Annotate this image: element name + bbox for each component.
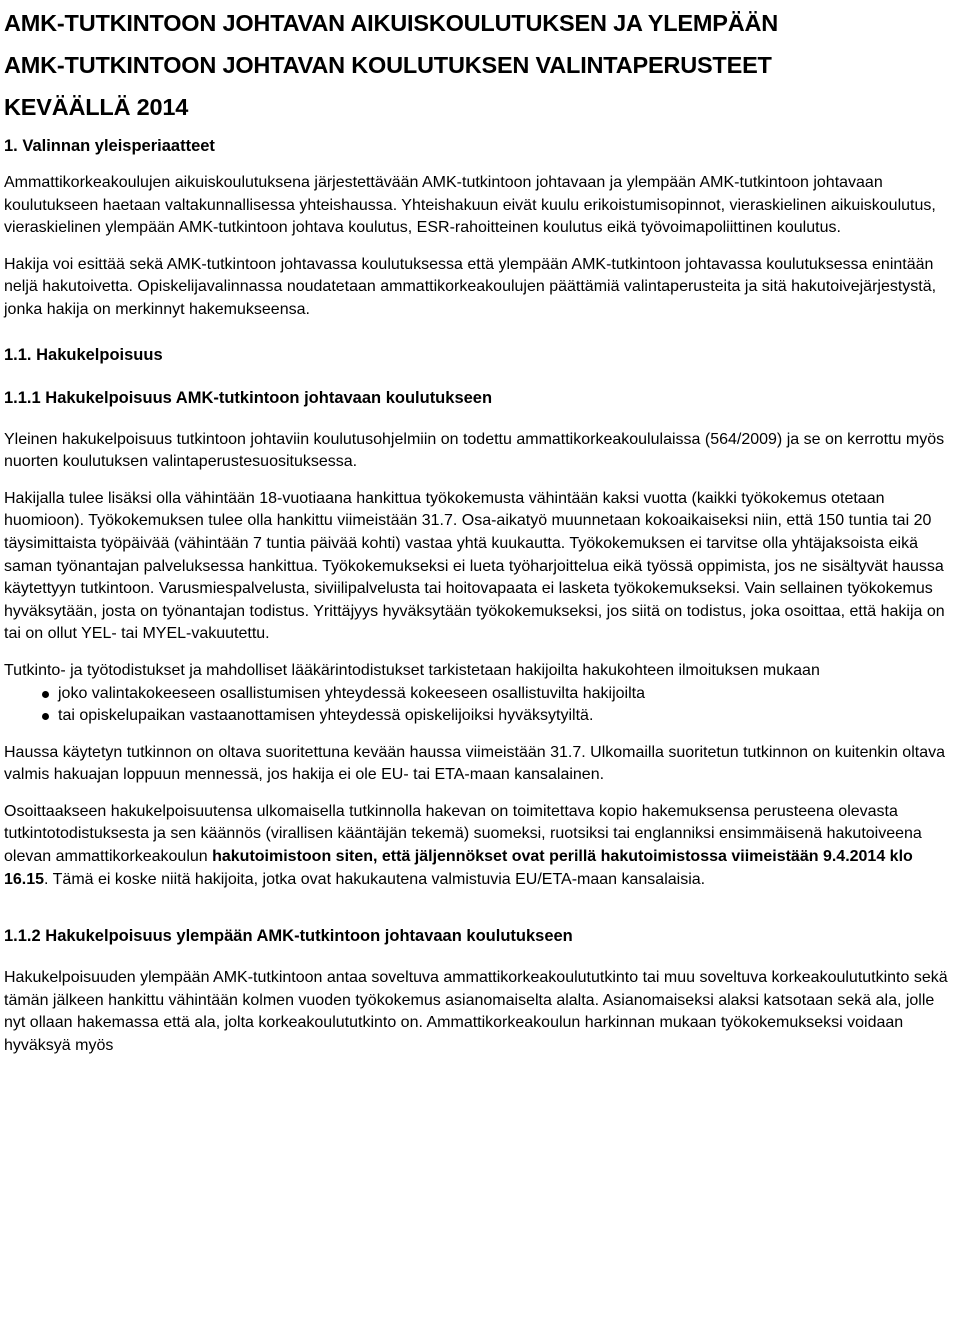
paragraph: Tutkinto- ja työtodistukset ja mahdolliset lääkärintodistukset tarkistetaan hakijoilta hakukohteen ilmoituksen mukaan: [4, 661, 820, 679]
paragraph-text: . Tämä ei koske niitä hakijoita, jotka ovat hakukautena valmistuvia EU/ETA-maan kansalaisia.: [44, 870, 706, 888]
list-item-text: tai opiskelupaikan vastaanottamisen yhteydessä opiskelijoiksi hyväksytyiltä.: [58, 707, 594, 725]
document-title: [4, 2, 954, 128]
list-item: [4, 705, 954, 728]
paragraph: Hakukelpoisuuden ylempään AMK-tutkintoon antaa soveltuva ammattikorkeakoulututkinto tai muu soveltuva korkeakoulututkinto sekä tämän jälkeen hankittu vähintään kolmen vuoden työkokemus asianomaiselta alalta. Asianomaiseksi alaksi katsotaan sekä ala, jolle nyt ollaan hakemassa että ala, jolta korkeakoulututkinto on. Ammattikorkeakoulun harkinnan mukaan työkokemukseksi voidaan hyväksyä myös: [4, 969, 948, 1055]
paragraph: Yleinen hakukelpoisuus tutkintoon johtaviin koulutusohjelmiin on todettu ammattikorkeakoululaissa (564/2009) ja se on kerrottu myös nuorten koulutuksen valintaperustesuosituksessa.: [4, 430, 945, 471]
paragraph: [4, 801, 954, 891]
bullet-list: [4, 683, 954, 728]
paragraph: Ammattikorkeakoulujen aikuiskoulutuksena järjestettävään AMK-tutkintoon johtavaan ja ylempään AMK-tutkintoon johtavaan koulutukseen haetaan valtakunnallisessa yhteishaussa. Yhteishakuun eivät kuulu erikoistumisopinnot, vieraskielinen aikuiskoulutus, vieraskielinen ylempään AMK-tutkintoon johtava koulutus, ESR-rahoitteinen koulutus eikä työvoimapoliittinen koulutus.: [4, 174, 936, 237]
list-item: [4, 683, 954, 706]
title-line: AMK-TUTKINTOON JOHTAVAN KOULUTUKSEN VALINTAPERUSTEET: [4, 52, 772, 78]
title-line: KEVÄÄLLÄ 2014: [4, 94, 189, 120]
bullet-icon: [42, 691, 49, 698]
list-item-text: joko valintakokeeseen osallistumisen yhteydessä kokeeseen osallistuvilta hakijoilta: [58, 684, 645, 702]
paragraph-emphasis: hakutoimistoon siten, että jäljennökset ovat perillä hakutoimistossa viimeistään 9.4.2014 klo 16.15: [4, 848, 913, 888]
paragraph: Hakijalla tulee lisäksi olla vähintään 18-vuotiaana hankittua työkokemusta vähintään kaksi vuotta (kaikki työkokemus otetaan huomioon). Työkokemuksen tulee olla hankittu viimeistään 31.7. Osa-aikatyö muunnetaan kokoaikaiseksi niin, että 150 tuntia tai 20 täysimittaista työpäivää (vähintään 7 tuntia päivää kohti) vastaa yhtä kuukautta. Työkokemuksen ei tarvitse olla yhtäjaksoista eikä saman työnantajan palveluksessa hankittua. Työkokemukseksi ei lueta työharjoittelua eikä työssä oppimista, jos ne sisältyvät haussa käytettyyn tutkintoon. Varusmiespalvelusta, siviilipalvelusta tai hoitovapaata ei lasketa työkokemukseksi. Vain sellainen työkokemus hyväksytään, josta on työnantajan todistus. Yrittäjyys hyväksytään työkokemukseksi, jos siitä on todistus, joka osoittaa, että hakija on tai on ollut YEL- tai MYEL-vakuutettu.: [4, 489, 945, 643]
paragraph: Hakija voi esittää sekä AMK-tutkintoon johtavassa koulutuksessa että ylempään AMK-tutkintoon johtavassa koulutuksessa enintään neljä hakutoivetta. Opiskelijavalinnassa noudatetaan ammattikorkeakoulujen päättämiä valintaperusteita ja sitä hakutoivejärjestystä, jonka hakija on merkinnyt hakemukseensa.: [4, 255, 937, 318]
subsection-heading: 1.1.2 Hakukelpoisuus ylempään AMK-tutkintoon johtavaan koulutukseen: [4, 927, 573, 946]
section-heading: 1.1. Hakukelpoisuus: [4, 345, 163, 364]
paragraph-text: Osoittaakseen hakukelpoisuutensa ulkomaisella tutkinnolla hakevan on toimitettava kopio hakemuksensa perusteena olevasta tutkintotodistuksesta ja sen käännös (virallisen kääntäjän tekemä) suomeksi, ruotsiksi tai englanniksi ensimmäisenä hakutoiveena olevan ammattikorkeakoulun: [4, 802, 922, 866]
title-line: AMK-TUTKINTOON JOHTAVAN AIKUISKOULUTUKSEN JA YLEMPÄÄN: [4, 10, 779, 36]
paragraph: Haussa käytetyn tutkinnon on oltava suoritettuna kevään haussa viimeistään 31.7. Ulkomailla suoritetun tutkinnon on kuitenkin oltava valmis hakuajan loppuun mennessä, jos hakija ei ole EU- tai ETA-maan kansalainen.: [4, 743, 945, 784]
bullet-icon: [42, 713, 49, 720]
subsection-heading: 1.1.1 Hakukelpoisuus AMK-tutkintoon johtavaan koulutukseen: [4, 388, 493, 407]
section-heading: 1. Valinnan yleisperiaatteet: [4, 137, 215, 155]
